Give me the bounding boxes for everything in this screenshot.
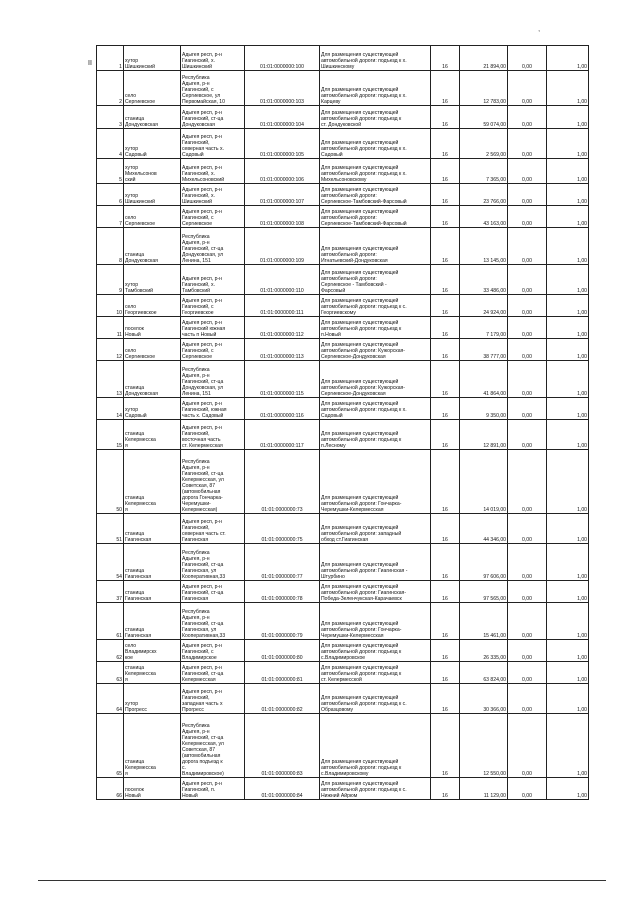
locality-cell: станица Келермесска я xyxy=(124,714,181,778)
area-cell: 24 924,00 xyxy=(460,295,508,317)
registry-sheet xyxy=(96,45,588,800)
cadastral-number-cell: 01:01:0000000:104 xyxy=(245,106,320,129)
area-cell: 14 019,00 xyxy=(460,450,508,514)
permitted-use-cell: Для размещения существующей автомобильной дороги: подъезд к с. Нижний Айрюм xyxy=(320,778,431,800)
value-cell: 0,00 xyxy=(508,603,547,640)
cadastral-number-cell: 01:01:0000000:84 xyxy=(245,778,320,800)
address-cell: Адыгея респ, р-н Гиагинский, х. Шишкинский xyxy=(181,46,245,71)
table-row xyxy=(97,295,589,317)
address-cell: Адыгея респ, р-н Гиагинский, ст-ца Дондуковская xyxy=(181,106,245,129)
value-cell: 0,00 xyxy=(508,339,547,361)
permitted-use-cell: Для размещения существующей автомобильной дороги: подъезд к с. Образцовому xyxy=(320,684,431,714)
share-cell: 1,00 xyxy=(547,206,589,228)
table-row xyxy=(97,398,589,420)
row-number: 11 xyxy=(97,317,124,339)
cadastral-number-cell: 01:01:0000000:73 xyxy=(245,450,320,514)
row-number: 62 xyxy=(97,640,124,662)
permitted-use-cell: Для размещения существующей автомобильной дороги: подъезд к ст. Дондуковской xyxy=(320,106,431,129)
share-cell: 1,00 xyxy=(547,778,589,800)
permitted-use-cell: Для размещения существующей автомобильной дороги: Игнатьевский-Дондуковская xyxy=(320,228,431,265)
row-number: 12 xyxy=(97,339,124,361)
category-code-cell: 16 xyxy=(431,450,460,514)
permitted-use-cell: Для размещения существующей автомобильной дороги: Гончарка- Черемушки-Келермесская xyxy=(320,603,431,640)
locality-cell: станица Келермесска я xyxy=(124,450,181,514)
share-cell: 1,00 xyxy=(547,71,589,106)
registry-body xyxy=(97,46,589,800)
row-number: 3 xyxy=(97,106,124,129)
value-cell: 0,00 xyxy=(508,159,547,184)
share-cell: 1,00 xyxy=(547,581,589,603)
address-cell: Адыгея респ, р-н Гиагинский, с Владимирское xyxy=(181,640,245,662)
table-row xyxy=(97,129,589,159)
row-number: 10 xyxy=(97,295,124,317)
permitted-use-cell: Для размещения существующей автомобильной дороги: Гончарка- Черемушки-Келермесская xyxy=(320,450,431,514)
value-cell: 0,00 xyxy=(508,684,547,714)
table-row xyxy=(97,228,589,265)
row-number: 63 xyxy=(97,662,124,684)
permitted-use-cell: Для размещения существующей автомобильной дороги: подъезд к с. Георгиевскому xyxy=(320,295,431,317)
road-registry-table xyxy=(96,45,589,800)
category-code-cell: 16 xyxy=(431,778,460,800)
locality-cell: станица Дондуковская xyxy=(124,361,181,398)
permitted-use-cell: Для размещения существующей автомобильной дороги: подъезд к ст. Келермесской xyxy=(320,662,431,684)
row-number: 8 xyxy=(97,228,124,265)
address-cell: Адыгея респ, р-н Гиагинский, х. Михельсоновский xyxy=(181,159,245,184)
permitted-use-cell: Для размещения существующей автомобильной дороги: Сергиевское - Тамбовский - Фарсовый xyxy=(320,265,431,295)
value-cell: 0,00 xyxy=(508,71,547,106)
permitted-use-cell: Для размещения существующей автомобильной дороги: Кужорская- Сергиевское-Дондуковская xyxy=(320,339,431,361)
table-row xyxy=(97,339,589,361)
locality-cell: станица Келермесска я xyxy=(124,662,181,684)
share-cell: 1,00 xyxy=(547,361,589,398)
permitted-use-cell: Для размещения существующей автомобильной дороги: подъезд к с.Владимировскому xyxy=(320,714,431,778)
table-row xyxy=(97,581,589,603)
row-number: 5 xyxy=(97,159,124,184)
table-row xyxy=(97,714,589,778)
row-number: 61 xyxy=(97,603,124,640)
value-cell: 0,00 xyxy=(508,265,547,295)
share-cell: 1,00 xyxy=(547,662,589,684)
address-cell: Адыгея респ, р-н Гиагинский, северная часть ст. Гиагинская xyxy=(181,514,245,544)
category-code-cell: 16 xyxy=(431,514,460,544)
address-cell: Адыгея респ, р-н Гиагинский, ст-ца Гиагинская xyxy=(181,581,245,603)
permitted-use-cell: Для размещения существующей автомобильной дороги: Сергиевское-Тамбовский-Фарсовый xyxy=(320,184,431,206)
address-cell: Адыгея респ, р-н Гиагинский южная часть п Новый xyxy=(181,317,245,339)
permitted-use-cell: Для размещения существующей автомобильной дороги: Гиагинская- Победа-Зеленчукская-Карачаевск xyxy=(320,581,431,603)
area-cell: 13 145,00 xyxy=(460,228,508,265)
cadastral-number-cell: 01:01:0000000:107 xyxy=(245,184,320,206)
cadastral-number-cell: 01:01:0000000:116 xyxy=(245,398,320,420)
value-cell: 0,00 xyxy=(508,228,547,265)
address-cell: Адыгея респ, р-н Гиагинский, южная часть х. Садовый xyxy=(181,398,245,420)
address-cell: Республика Адыгея, р-н Гиагинский, с Сергиевское, ул Первомайская, 10 xyxy=(181,71,245,106)
table-row xyxy=(97,71,589,106)
table-row xyxy=(97,159,589,184)
area-cell: 33 486,00 xyxy=(460,265,508,295)
value-cell: 0,00 xyxy=(508,46,547,71)
address-cell: Республика Адыгея, р-н Гиагинский, ст-ца Келермесская, ул Советская, 87 (автомобильная дорога Гончарка- Черемушки- Келермесская) xyxy=(181,450,245,514)
permitted-use-cell: Для размещения существующей автомобильной дороги: подъезд к х. Шишкинскому xyxy=(320,46,431,71)
share-cell: 1,00 xyxy=(547,544,589,581)
cadastral-number-cell: 01:01:0000000:112 xyxy=(245,317,320,339)
cadastral-number-cell: 01:01:0000000:83 xyxy=(245,714,320,778)
value-cell: 0,00 xyxy=(508,544,547,581)
value-cell: 0,00 xyxy=(508,106,547,129)
category-code-cell: 16 xyxy=(431,420,460,450)
value-cell: 0,00 xyxy=(508,129,547,159)
category-code-cell: 16 xyxy=(431,398,460,420)
area-cell: 11 129,00 xyxy=(460,778,508,800)
value-cell: 0,00 xyxy=(508,398,547,420)
share-cell: 1,00 xyxy=(547,317,589,339)
cadastral-number-cell: 01:01:0000000:103 xyxy=(245,71,320,106)
value-cell: 0,00 xyxy=(508,662,547,684)
table-row xyxy=(97,317,589,339)
share-cell: 1,00 xyxy=(547,228,589,265)
table-row xyxy=(97,420,589,450)
cadastral-number-cell: 01:01:0000000:109 xyxy=(245,228,320,265)
category-code-cell: 16 xyxy=(431,129,460,159)
cadastral-number-cell: 01:01:0000000:105 xyxy=(245,129,320,159)
cadastral-number-cell: 01:01:0000000:75 xyxy=(245,514,320,544)
permitted-use-cell: Для размещения существующей автомобильной дороги: подъезд к с.Владимировское xyxy=(320,640,431,662)
category-code-cell: 16 xyxy=(431,265,460,295)
category-code-cell: 16 xyxy=(431,581,460,603)
category-code-cell: 16 xyxy=(431,339,460,361)
locality-cell: село Сергиевское xyxy=(124,339,181,361)
permitted-use-cell: Для размещения существующей автомобильной дороги: подъезд к х. Садовый xyxy=(320,398,431,420)
row-number: 37 xyxy=(97,581,124,603)
area-cell: 41 864,00 xyxy=(460,361,508,398)
value-cell: 0,00 xyxy=(508,420,547,450)
cadastral-number-cell: 01:01:0000000:108 xyxy=(245,206,320,228)
row-number: 64 xyxy=(97,684,124,714)
table-row xyxy=(97,778,589,800)
value-cell: 0,00 xyxy=(508,450,547,514)
locality-cell: станица Келермесска я xyxy=(124,420,181,450)
permitted-use-cell: Для размещения существующей автомобильной дороги: подъезд к х. Карцеву xyxy=(320,71,431,106)
category-code-cell: 16 xyxy=(431,159,460,184)
row-number: 6 xyxy=(97,184,124,206)
share-cell: 1,00 xyxy=(547,106,589,129)
cadastral-number-cell: 01:01:0000000:77 xyxy=(245,544,320,581)
locality-cell: хутор Шишкинский xyxy=(124,46,181,71)
area-cell: 23 766,00 xyxy=(460,184,508,206)
value-cell: 0,00 xyxy=(508,317,547,339)
share-cell: 1,00 xyxy=(547,295,589,317)
category-code-cell: 16 xyxy=(431,184,460,206)
area-cell: 63 824,00 xyxy=(460,662,508,684)
address-cell: Республика Адыгея, р-н Гиагинский, ст-ца Дондуковская, ул Ленина, 151 xyxy=(181,228,245,265)
bottom-rule xyxy=(38,880,606,881)
permitted-use-cell: Для размещения существующей автомобильной дороги: Кужорская- Сергиевское-Дондуковская xyxy=(320,361,431,398)
locality-cell: хутор Прогресс xyxy=(124,684,181,714)
locality-cell: станица Гиагинская xyxy=(124,514,181,544)
address-cell: Адыгея респ, р-н Гиагинский, х. Тамбовский xyxy=(181,265,245,295)
locality-cell: поселок Новый xyxy=(124,317,181,339)
area-cell: 7 179,00 xyxy=(460,317,508,339)
cadastral-number-cell: 01:01:0000000:113 xyxy=(245,339,320,361)
table-row xyxy=(97,684,589,714)
area-cell: 38 777,00 xyxy=(460,339,508,361)
area-cell: 12 550,00 xyxy=(460,714,508,778)
category-code-cell: 16 xyxy=(431,684,460,714)
share-cell: 1,00 xyxy=(547,129,589,159)
address-cell: Республика Адыгея, р-н Гиагинский, ст-ца Гиагинская, ул Кооперативная,33 xyxy=(181,544,245,581)
row-number: 13 xyxy=(97,361,124,398)
page-corner-mark: II xyxy=(88,60,92,67)
cadastral-number-cell: 01:01:0000000:110 xyxy=(245,265,320,295)
area-cell: 15 461,00 xyxy=(460,603,508,640)
table-row xyxy=(97,514,589,544)
table-row xyxy=(97,46,589,71)
cadastral-number-cell: 01:01:0000000:100 xyxy=(245,46,320,71)
share-cell: 1,00 xyxy=(547,398,589,420)
cadastral-number-cell: 01:01:0000000:106 xyxy=(245,159,320,184)
address-cell: Адыгея респ, р-н Гиагинский, ст-ца Келермесская xyxy=(181,662,245,684)
area-cell: 12 783,00 xyxy=(460,71,508,106)
row-number: 50 xyxy=(97,450,124,514)
area-cell: 12 891,00 xyxy=(460,420,508,450)
category-code-cell: 16 xyxy=(431,603,460,640)
share-cell: 1,00 xyxy=(547,339,589,361)
share-cell: 1,00 xyxy=(547,420,589,450)
share-cell: 1,00 xyxy=(547,46,589,71)
row-number: 51 xyxy=(97,514,124,544)
category-code-cell: 16 xyxy=(431,46,460,71)
locality-cell: село Сергиевское xyxy=(124,206,181,228)
value-cell: 0,00 xyxy=(508,361,547,398)
table-row xyxy=(97,361,589,398)
share-cell: 1,00 xyxy=(547,159,589,184)
address-cell: Адыгея респ, р-н Гиагинский, п. Новый xyxy=(181,778,245,800)
table-row xyxy=(97,106,589,129)
area-cell: 97 565,00 xyxy=(460,581,508,603)
value-cell: 0,00 xyxy=(508,778,547,800)
permitted-use-cell: Для размещения существующей автомобильной дороги: подъезд к х. Михельсоновскому xyxy=(320,159,431,184)
cadastral-number-cell: 01:01:0000000:82 xyxy=(245,684,320,714)
row-number: 54 xyxy=(97,544,124,581)
category-code-cell: 16 xyxy=(431,662,460,684)
area-cell: 7 365,00 xyxy=(460,159,508,184)
share-cell: 1,00 xyxy=(547,184,589,206)
locality-cell: хутор Шишкинский xyxy=(124,184,181,206)
value-cell: 0,00 xyxy=(508,640,547,662)
category-code-cell: 16 xyxy=(431,317,460,339)
category-code-cell: 16 xyxy=(431,544,460,581)
locality-cell: хутор Садовый xyxy=(124,129,181,159)
row-number: 65 xyxy=(97,714,124,778)
permitted-use-cell: Для размещения существующей автомобильной дороги: подъезд к п.Лесному xyxy=(320,420,431,450)
share-cell: 1,00 xyxy=(547,450,589,514)
row-number: 9 xyxy=(97,265,124,295)
cadastral-number-cell: 01:01:0000000:81 xyxy=(245,662,320,684)
row-number: 1 xyxy=(97,46,124,71)
table-row xyxy=(97,640,589,662)
locality-cell: станица Гиагинская xyxy=(124,544,181,581)
area-cell: 30 366,00 xyxy=(460,684,508,714)
category-code-cell: 16 xyxy=(431,228,460,265)
permitted-use-cell: Для размещения существующей автомобильной дороги: подъезд к х. Садовый xyxy=(320,129,431,159)
locality-cell: село Сергиевское xyxy=(124,71,181,106)
address-cell: Республика Адыгея, р-н Гиагинский, ст-ца Келермесская, ул Советская, 87 (автомобильная дорога подъезд к с. Владимировское) xyxy=(181,714,245,778)
share-cell: 1,00 xyxy=(547,603,589,640)
locality-cell: станица Дондуковская xyxy=(124,106,181,129)
address-cell: Адыгея респ, р-н Гиагинский, с Георгиевское xyxy=(181,295,245,317)
area-cell: 2 569,00 xyxy=(460,129,508,159)
table-row xyxy=(97,265,589,295)
stray-mark: , xyxy=(538,24,541,33)
locality-cell: станица Гиагинская xyxy=(124,581,181,603)
area-cell: 44 346,00 xyxy=(460,514,508,544)
category-code-cell: 16 xyxy=(431,106,460,129)
address-cell: Адыгея респ, р-н Гиагинский, х. Шишкинский xyxy=(181,184,245,206)
address-cell: Республика Адыгея, р-н Гиагинский, ст-ца Дондуковская, ул Ленина, 151 xyxy=(181,361,245,398)
locality-cell: станица Гиагинская xyxy=(124,603,181,640)
table-row xyxy=(97,603,589,640)
category-code-cell: 16 xyxy=(431,640,460,662)
table-row xyxy=(97,206,589,228)
share-cell: 1,00 xyxy=(547,640,589,662)
value-cell: 0,00 xyxy=(508,206,547,228)
locality-cell: село Владимирскх кое xyxy=(124,640,181,662)
table-row xyxy=(97,450,589,514)
share-cell: 1,00 xyxy=(547,684,589,714)
value-cell: 0,00 xyxy=(508,295,547,317)
row-number: 15 xyxy=(97,420,124,450)
value-cell: 0,00 xyxy=(508,581,547,603)
area-cell: 59 074,00 xyxy=(460,106,508,129)
permitted-use-cell: Для размещения существующей автомобильной дороги: подъезд к п.Новый xyxy=(320,317,431,339)
address-cell: Адыгея респ, р-н Гиагинский, северная часть х. Садовый xyxy=(181,129,245,159)
row-number: 7 xyxy=(97,206,124,228)
locality-cell: станица Дондуковская xyxy=(124,228,181,265)
share-cell: 1,00 xyxy=(547,265,589,295)
category-code-cell: 16 xyxy=(431,361,460,398)
category-code-cell: 16 xyxy=(431,714,460,778)
value-cell: 0,00 xyxy=(508,514,547,544)
permitted-use-cell: Для размещения существующей автомобильной дороги: Гиагинская - Штурбино xyxy=(320,544,431,581)
permitted-use-cell: Для размещения существующей автомобильной дороги: западный обход ст.Гиагинская xyxy=(320,514,431,544)
value-cell: 0,00 xyxy=(508,714,547,778)
locality-cell: хутор Тамбовский xyxy=(124,265,181,295)
locality-cell: поселок Новый xyxy=(124,778,181,800)
row-number: 4 xyxy=(97,129,124,159)
table-row xyxy=(97,662,589,684)
area-cell: 26 335,00 xyxy=(460,640,508,662)
cadastral-number-cell: 01:01:0000000:80 xyxy=(245,640,320,662)
cadastral-number-cell: 01:01:0000000:117 xyxy=(245,420,320,450)
address-cell: Адыгея респ, р-н Гиагинский, с Сергиевское xyxy=(181,206,245,228)
area-cell: 9 350,00 xyxy=(460,398,508,420)
area-cell: 21 894,00 xyxy=(460,46,508,71)
row-number: 14 xyxy=(97,398,124,420)
locality-cell: село Георгиевское xyxy=(124,295,181,317)
share-cell: 1,00 xyxy=(547,714,589,778)
cadastral-number-cell: 01:01:0000000:78 xyxy=(245,581,320,603)
row-number: 2 xyxy=(97,71,124,106)
row-number: 66 xyxy=(97,778,124,800)
address-cell: Адыгея респ, р-н Гиагинский, восточная часть ст. Келермесская xyxy=(181,420,245,450)
address-cell: Адыгея респ, р-н Гиагинский, западная часть х Прогресс xyxy=(181,684,245,714)
cadastral-number-cell: 01:01:0000000:79 xyxy=(245,603,320,640)
locality-cell: хутор Садовый xyxy=(124,398,181,420)
area-cell: 43 163,00 xyxy=(460,206,508,228)
area-cell: 97 606,00 xyxy=(460,544,508,581)
cadastral-number-cell: 01:01:0000000:111 xyxy=(245,295,320,317)
cadastral-number-cell: 01:01:0000000:115 xyxy=(245,361,320,398)
address-cell: Адыгея респ, р-н Гиагинский, с Сергиевское xyxy=(181,339,245,361)
category-code-cell: 16 xyxy=(431,71,460,106)
value-cell: 0,00 xyxy=(508,184,547,206)
table-row xyxy=(97,544,589,581)
category-code-cell: 16 xyxy=(431,295,460,317)
address-cell: Республика Адыгея, р-н Гиагинский, ст-ца Гиагинская, ул Кооперативная,33 xyxy=(181,603,245,640)
permitted-use-cell: Для размещения существующей автомобильной дороги: Сергиевское-Тамбовский-Фарсовый xyxy=(320,206,431,228)
share-cell: 1,00 xyxy=(547,514,589,544)
locality-cell: хутор Михельсонов ский xyxy=(124,159,181,184)
category-code-cell: 16 xyxy=(431,206,460,228)
table-row xyxy=(97,184,589,206)
